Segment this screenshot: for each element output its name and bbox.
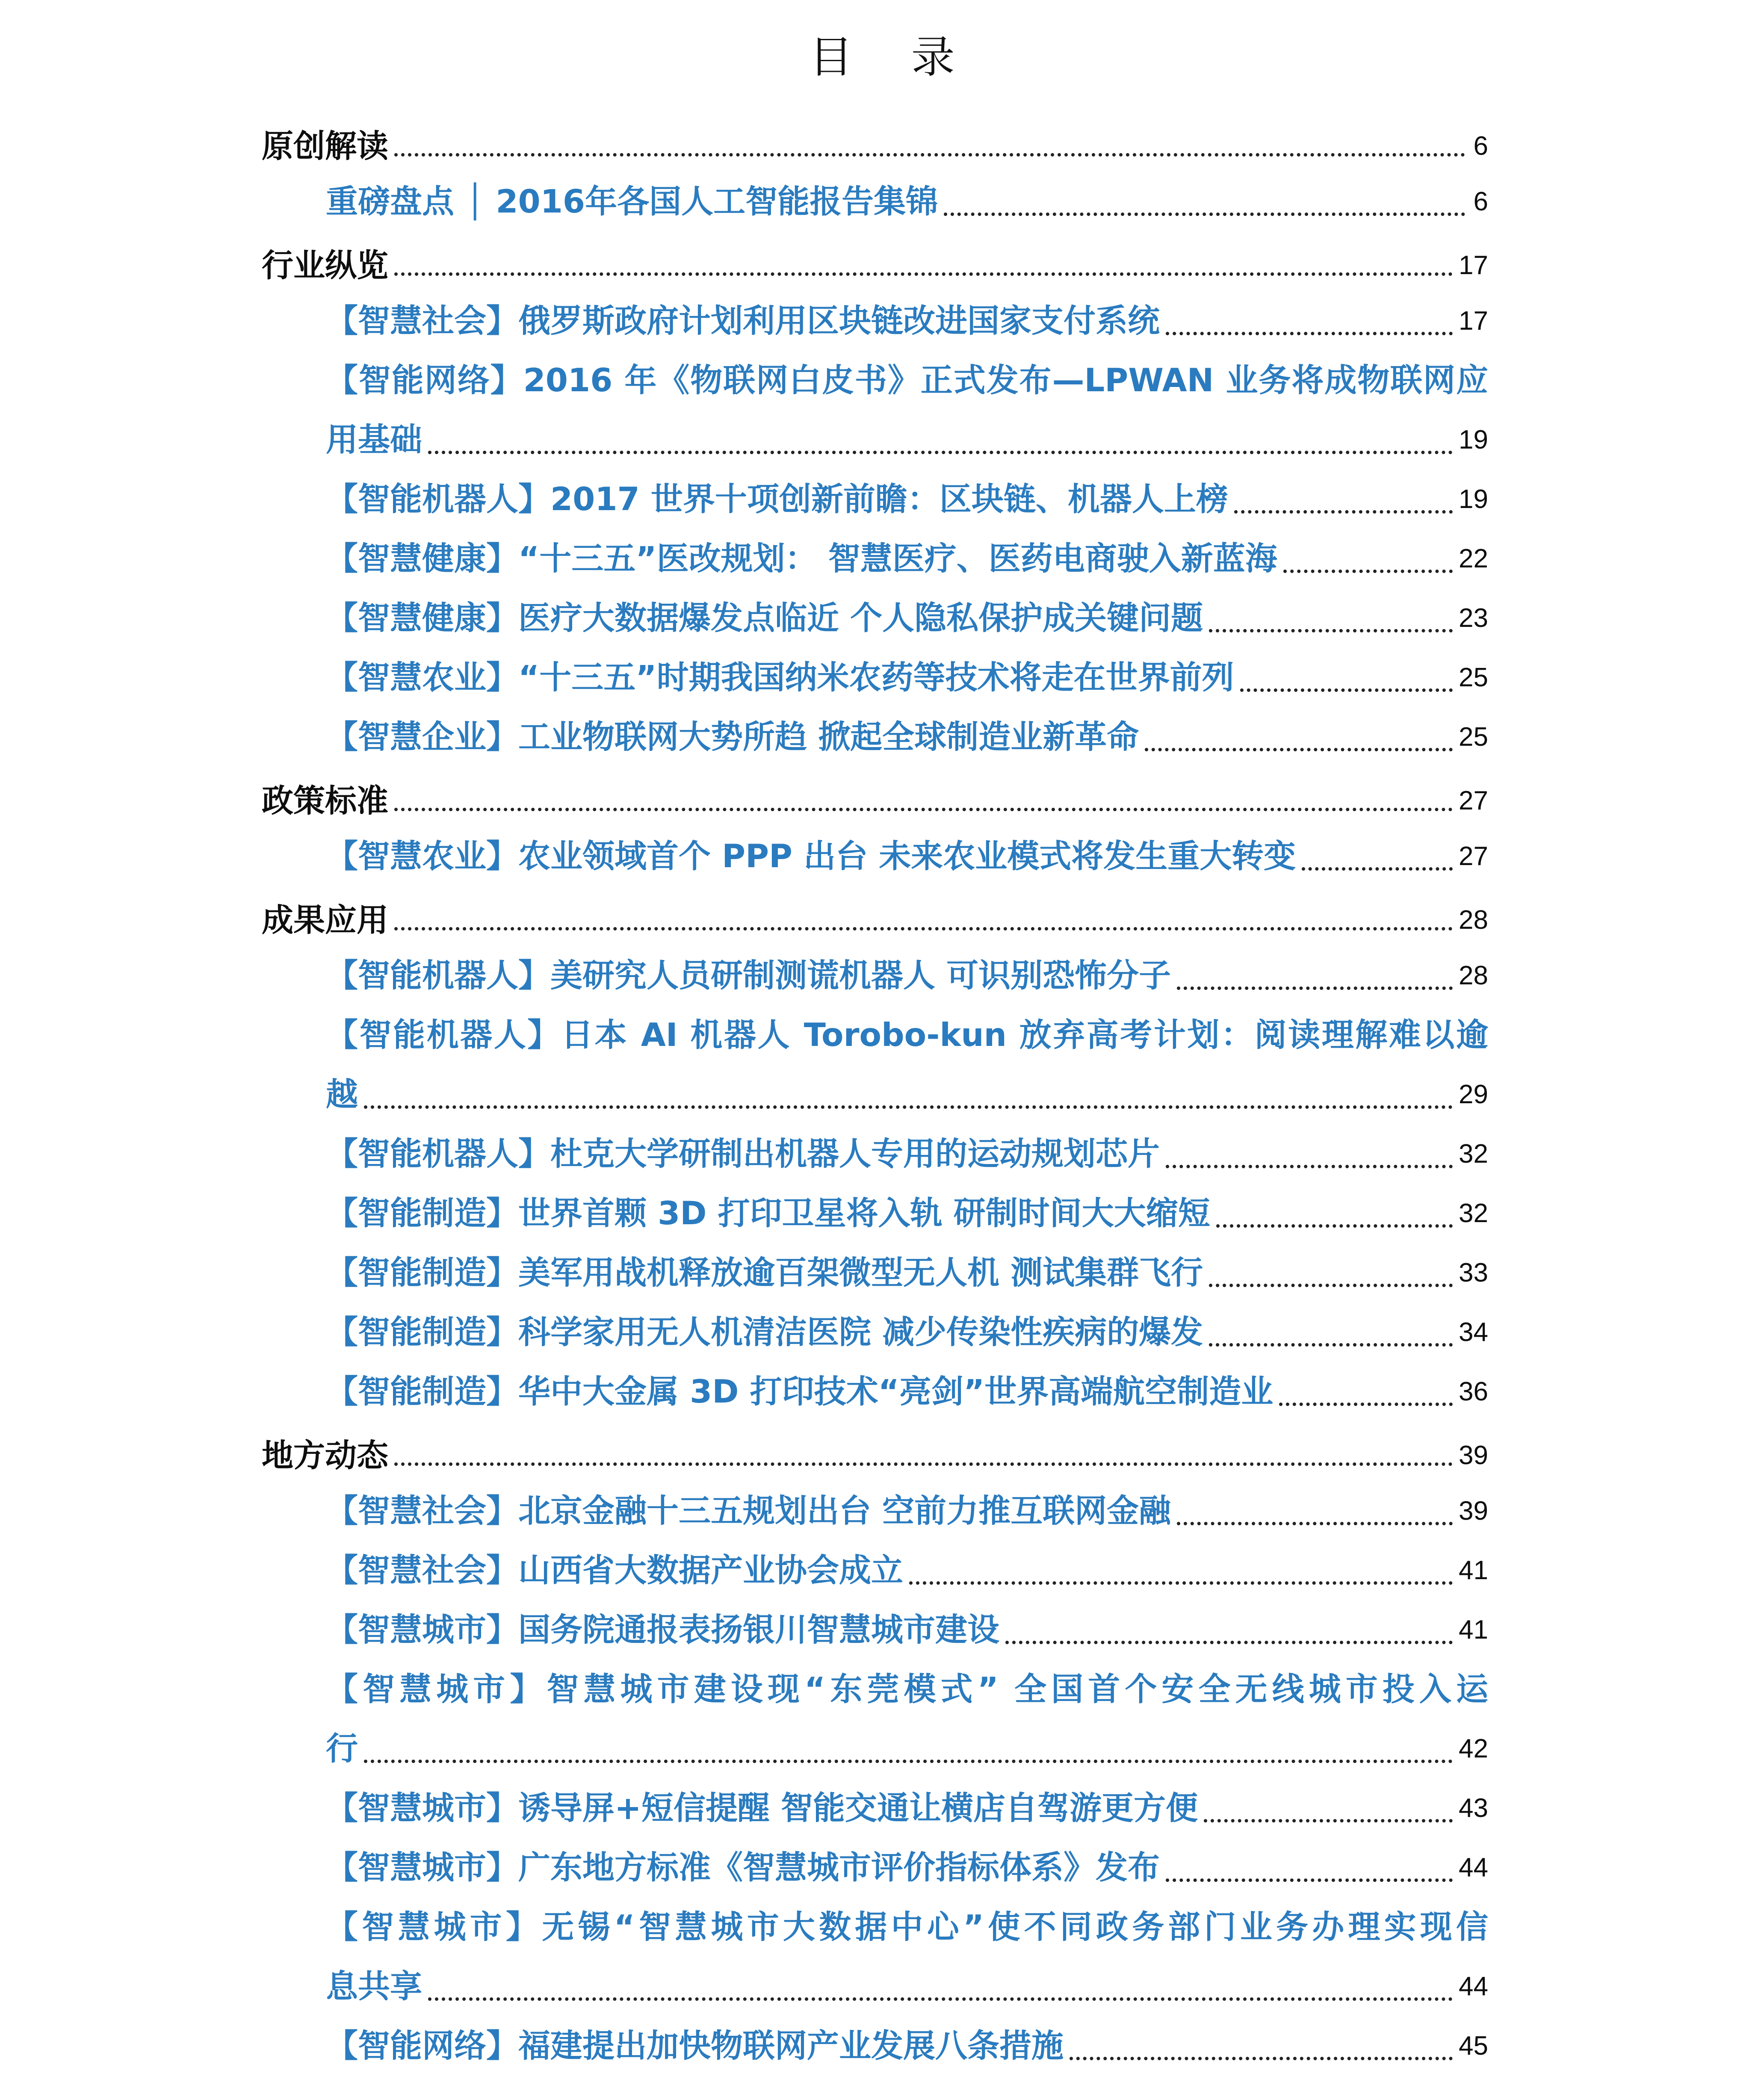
toc-entry-label: 【智能机器人】杜克大学研制出机器人专用的运动规划芯片 [326,1135,1160,1173]
toc-entry-label: 【智能制造】美军用战机释放逾百架微型无人机 测试集群飞行 [326,1254,1203,1291]
toc-section-row[interactable] [262,231,1488,291]
toc-entry-label-line1: 【智慧城市】智慧城市建设现“东莞模式” 全国首个安全无线城市投入运 [326,1670,1488,1708]
toc-page-number: 23 [1459,603,1488,633]
toc-page-number: 36 [1459,1377,1488,1406]
toc-entry-row[interactable] [262,351,1488,470]
toc-page-number: 17 [1459,306,1488,336]
toc-section-label: 地方动态 [262,1437,388,1474]
toc-page-number: 28 [1459,905,1488,935]
dot-leader [1209,1273,1453,1287]
toc-list [262,112,1488,2076]
dot-leader [1166,1154,1453,1168]
toc-section-row[interactable] [262,767,1488,827]
dot-leader [1070,2046,1453,2060]
dot-leader [1204,1808,1453,1822]
toc-page-number: 32 [1459,1139,1488,1169]
dot-leader [1166,1867,1453,1882]
dot-leader [1216,1213,1453,1228]
toc-page-number: 19 [1459,484,1488,514]
toc-entry-row[interactable] [262,172,1488,231]
toc-entry-label-line2: 息共享 [326,1967,423,2005]
toc-entry-row[interactable] [262,1124,1488,1184]
toc-entry-row[interactable] [262,1184,1488,1243]
dot-leader [1177,975,1453,990]
dot-leader [428,440,1453,454]
toc-page-number: 25 [1459,663,1488,692]
toc-entry-row[interactable] [262,1302,1488,1362]
toc-page-number: 41 [1459,1615,1488,1645]
toc-section-row[interactable] [262,1421,1488,1481]
toc-page-number: 17 [1459,251,1488,280]
toc-entry-row[interactable] [262,1362,1488,1421]
toc-entry-label: 【智慧社会】俄罗斯政府计划利用区块链改进国家支付系统 [326,302,1160,340]
toc-section-label: 行业纵览 [262,247,388,284]
toc-entry-label: 【智慧健康】“十三五”医改规划： 智慧医疗、医药电商驶入新蓝海 [326,540,1277,577]
toc-page-number: 19 [1459,425,1488,455]
dot-leader [1234,499,1453,514]
toc-entry-label-line2-row [326,1065,1488,1124]
toc-entry-label: 【智能制造】华中大金属 3D 打印技术“亮剑”世界高端航空制造业 [326,1373,1274,1410]
toc-entry-label: 【智能机器人】2017 世界十项创新前瞻：区块链、机器人上榜 [326,480,1228,518]
toc-entry-label-line2-row [326,410,1488,470]
toc-entry-label: 【智慧农业】农业领域首个 PPP 出台 未来农业模式将发生重大转变 [326,837,1296,875]
toc-section-label: 政策标准 [262,783,388,819]
toc-page-number: 39 [1459,1441,1488,1470]
toc-page-number: 43 [1459,1793,1488,1823]
dot-leader [1145,737,1453,751]
dot-leader [1240,677,1453,692]
dot-leader [1177,1511,1453,1525]
toc-section-label: 原创解读 [262,128,388,165]
dot-leader [364,1094,1453,1109]
toc-page-number: 33 [1459,1258,1488,1288]
toc-entry-row[interactable] [262,648,1488,707]
dot-leader [1209,1332,1453,1347]
dot-leader [1166,321,1453,335]
toc-entry-label-line2: 行 [326,1730,358,1767]
toc-page-number: 6 [1473,131,1488,161]
dot-leader [394,916,1453,930]
toc-entry-label: 【智慧社会】山西省大数据产业协会成立 [326,1551,904,1589]
dot-leader [1209,618,1453,632]
toc-entry-row[interactable] [262,707,1488,767]
toc-entry-label: 【智能制造】世界首颗 3D 打印卫星将入轨 研制时间大大缩短 [326,1194,1210,1232]
dot-leader [909,1570,1453,1585]
toc-entry-row[interactable] [262,1600,1488,1660]
dot-leader [364,1748,1453,1763]
dot-leader [1279,1391,1453,1406]
toc-entry-row[interactable] [262,1243,1488,1302]
toc-entry-label: 重磅盘点 │ 2016年各国人工智能报告集锦 [326,183,938,220]
dot-leader [394,797,1453,811]
dot-leader [394,261,1453,276]
toc-entry-row[interactable] [262,1005,1488,1124]
toc-page-number: 39 [1459,1496,1488,1526]
toc-entry-label [326,1005,1488,1124]
toc-entry-row[interactable] [262,1778,1488,1838]
toc-entry-row[interactable] [262,946,1488,1005]
dot-leader [394,1451,1453,1466]
dot-leader [1283,558,1453,573]
toc-entry-label [326,351,1488,470]
toc-entry-label: 【智慧城市】广东地方标准《智慧城市评价指标体系》发布 [326,1849,1160,1886]
toc-entry-label-line1: 【智能网络】2016 年《物联网白皮书》正式发布—LPWAN 业务将成物联网应 [326,361,1488,399]
toc-entry-label-line1: 【智慧城市】无锡“智慧城市大数据中心”使不同政务部门业务办理实现信 [326,1908,1488,1946]
toc-entry-row[interactable] [262,1481,1488,1541]
toc-entry-row[interactable] [262,1541,1488,1600]
dot-leader [1302,856,1453,871]
toc-entry-label [326,1897,1488,2016]
toc-entry-row[interactable] [262,291,1488,351]
toc-page-number: 34 [1459,1317,1488,1347]
toc-entry-label: 【智慧健康】医疗大数据爆发点临近 个人隐私保护成关键问题 [326,599,1203,637]
toc-entry-label: 【智慧城市】国务院通报表扬银川智慧城市建设 [326,1611,1000,1648]
toc-page-number: 32 [1459,1199,1488,1228]
toc-entry-label: 【智能机器人】美研究人员研制测谎机器人 可识别恐怖分子 [326,957,1171,994]
toc-page-number: 25 [1459,722,1488,752]
toc-section-row[interactable] [262,112,1488,172]
toc-page-number: 44 [1459,1972,1488,2001]
toc-entry-label: 【智慧城市】诱导屏+短信提醒 智能交通让横店自驾游更方便 [326,1789,1198,1827]
toc-title: 目 录 [809,32,977,83]
toc-entry-label-line2: 越 [326,1075,358,1113]
toc-entry-label: 【智慧社会】北京金融十三五规划出台 空前力推互联网金融 [326,1492,1171,1530]
toc-page-number: 42 [1459,1734,1488,1763]
toc-entry-row[interactable] [262,2016,1488,2076]
toc-page-number: 45 [1459,2031,1488,2061]
toc-entry-label: 【智慧农业】“十三五”时期我国纳米农药等技术将走在世界前列 [326,659,1234,696]
toc-entry-label: 【智慧企业】工业物联网大势所趋 掀起全球制造业新革命 [326,718,1139,756]
toc-entry-row[interactable] [262,529,1488,588]
toc-entry-row[interactable] [262,588,1488,648]
toc-entry-row[interactable] [262,1838,1488,1897]
toc-entry-label: 【智能制造】科学家用无人机清洁医院 减少传染性疾病的爆发 [326,1313,1203,1351]
toc-entry-row[interactable] [262,1897,1488,2016]
toc-page-number: 28 [1459,961,1488,990]
toc-entry-row[interactable] [262,470,1488,529]
toc-entry-label-line2: 用基础 [326,421,423,458]
toc-entry-label [326,1660,1488,1778]
toc-section-label: 成果应用 [262,902,388,939]
toc-entry-label: 【智能网络】福建提出加快物联网产业发展八条措施 [326,2027,1064,2064]
toc-entry-label-line2-row [326,1957,1488,2016]
toc-entry-label-line1: 【智能机器人】日本 AI 机器人 Torobo-kun 放弃高考计划：阅读理解难以逾 [326,1016,1488,1054]
toc-page-number: 44 [1459,1853,1488,1882]
dot-leader [944,201,1465,216]
dot-leader [1005,1630,1453,1644]
toc-page-number: 6 [1473,187,1488,216]
toc-section-row[interactable] [262,886,1488,946]
dot-leader [394,142,1465,157]
toc-page-number: 41 [1459,1556,1488,1585]
toc-page-number: 27 [1459,842,1488,871]
toc-entry-label-line2-row [326,1719,1488,1778]
toc-entry-row[interactable] [262,827,1488,886]
toc-page-number: 22 [1459,544,1488,573]
toc-page-number: 27 [1459,786,1488,815]
toc-entry-row[interactable] [262,1660,1488,1778]
toc-page-number: 29 [1459,1080,1488,1109]
dot-leader [428,1986,1453,2001]
